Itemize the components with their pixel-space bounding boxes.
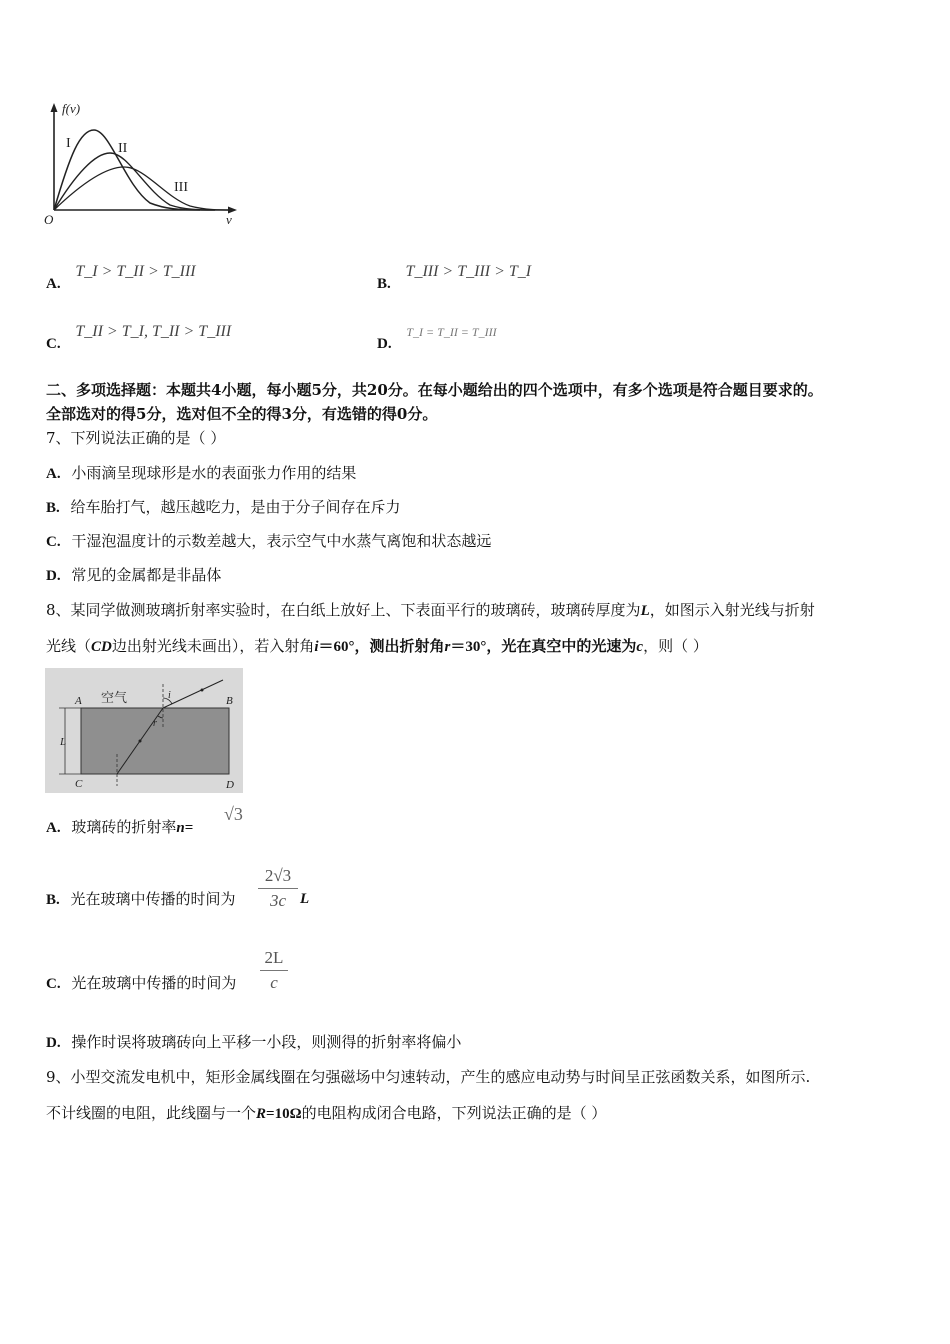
q8-var-r: r: [444, 639, 451, 655]
q7-stem: 7、下列说法正确的是（ ）: [46, 429, 226, 447]
q8-option-a-var: n: [176, 820, 185, 836]
q6-option-a: [46, 262, 196, 292]
q8-stem-line1: [46, 600, 815, 621]
section2-header-line2: 全部选对的得5分，选对但不全的得3分，有选错的得0分。: [46, 405, 438, 423]
q8-option-c: [46, 973, 236, 994]
q6-option-d: [377, 322, 497, 352]
q7-option-c: [46, 531, 491, 552]
q6-option-b: [377, 262, 532, 292]
q6-option-b-expr: T_III > T_III > T_I: [405, 263, 532, 280]
q6-option-d-label: D.: [377, 336, 392, 352]
q6-option-a-label: A.: [46, 276, 61, 292]
glass-slab-figure: [45, 668, 243, 793]
q7-option-b-text: 给车胎打气，越压越吃力，是由于分子间存在斥力: [70, 498, 401, 516]
q8-stem-text: 边出射光线未画出），若入射角: [111, 637, 315, 655]
q8-option-a-text: 玻璃砖的折射率: [71, 818, 177, 836]
q8-stem-text: 8、某同学做测玻璃折射率实验时，在白纸上放好上、下表面平行的玻璃砖，玻璃砖厚度为: [46, 601, 641, 619]
q8-option-b-denominator: 3c: [269, 891, 287, 910]
q8-var-L: L: [640, 603, 650, 619]
q6-option-c-expr: T_II > T_I, T_II > T_III: [75, 323, 232, 340]
section2-header-line1: 二、多项选择题：本题共4小题，每小题5分，共20分。在每小题给出的四个选项中，有多个选项是符合题目要求的。: [46, 381, 823, 399]
y-axis-label: f(v): [62, 101, 81, 116]
q8-eq-i: ＝60°，测出折射角: [318, 639, 445, 655]
q9-stem-line2: [46, 1103, 606, 1124]
q7-option-a: [46, 463, 356, 484]
speed-distribution-figure: [40, 95, 250, 230]
q7-option-d: [46, 565, 221, 586]
air-label: 空气: [101, 690, 128, 705]
refracted-pin: [139, 740, 142, 743]
q8-option-c-text: 光在玻璃中传播的时间为: [71, 974, 237, 992]
thickness-label: L: [60, 736, 67, 748]
angle-i-label: i: [168, 690, 171, 701]
fraction-bar: [260, 970, 288, 971]
q8-option-a-label: A.: [46, 820, 61, 836]
corner-D: D: [226, 779, 234, 791]
corner-B: B: [226, 695, 233, 707]
curve-label-I: I: [66, 136, 71, 151]
angle-r-label: r: [153, 718, 157, 729]
q8-option-c-numerator: 2L: [264, 948, 284, 967]
q8-option-b-var: L: [300, 891, 310, 907]
q7-option-c-text: 干湿泡温度计的示数差越大，表示空气中水蒸气离饱和状态越远: [71, 532, 492, 550]
q7-option-a-label: A.: [46, 466, 61, 482]
q8-option-a-value: √3: [224, 804, 243, 824]
q7-option-a-text: 小雨滴呈现球形是水的表面张力作用的结果: [71, 464, 357, 482]
q8-option-c-fraction: [260, 948, 288, 993]
q8-var-CD: CD: [91, 639, 112, 655]
q8-option-b-label: B.: [46, 892, 60, 908]
q8-option-b-numerator: 2√3: [264, 866, 292, 885]
q8-var-c: c: [636, 639, 644, 655]
q7-option-b: [46, 497, 401, 518]
q6-option-b-label: B.: [377, 276, 391, 292]
q8-stem-line2: [46, 636, 708, 657]
curve-label-III: III: [174, 180, 188, 195]
q7-option-c-label: C.: [46, 534, 61, 550]
q8-option-c-denominator: c: [270, 973, 278, 992]
q7-option-b-label: B.: [46, 500, 60, 516]
origin-label: O: [44, 212, 54, 227]
q8-option-a-eq: =: [184, 820, 194, 836]
q8-stem-text: ，则（ ）: [643, 637, 708, 655]
q8-stem-text: ，如图示入射光线与折射: [649, 601, 815, 619]
q7-option-d-text: 常见的金属都是非晶体: [71, 566, 222, 584]
q8-option-b-fraction: [258, 866, 298, 911]
q9-var-R: R: [256, 1106, 267, 1122]
q8-option-c-label: C.: [46, 976, 61, 992]
q8-option-d: [46, 1032, 461, 1053]
corner-C: C: [75, 778, 83, 790]
q8-option-d-label: D.: [46, 1035, 61, 1051]
q8-eq-r: ＝30°，光在真空中的光速为: [450, 639, 637, 655]
q8-option-b-text: 光在玻璃中传播的时间为: [70, 890, 236, 908]
q8-option-d-text: 操作时误将玻璃砖向上平移一小段，则测得的折射率将偏小: [71, 1033, 462, 1051]
corner-A: A: [75, 695, 82, 707]
q6-option-d-expr: T_I = T_II = T_III: [406, 325, 497, 339]
curve-label-II: II: [118, 141, 128, 156]
x-axis-label: v: [226, 212, 232, 227]
q9-stem-text: 不计线圈的电阻，此线圈与一个: [46, 1104, 257, 1122]
q8-option-b: [46, 889, 236, 910]
q9-stem-line1: 9、小型交流发电机中，矩形金属线圈在匀强磁场中匀速转动，产生的感应电动势与时间呈正弦函数关系，如图所示.: [46, 1068, 811, 1086]
curve-III: [54, 167, 232, 210]
q8-stem-text: 光线（: [46, 637, 92, 655]
q6-option-c-label: C.: [46, 336, 61, 352]
q9-eq-R: =10Ω: [266, 1106, 302, 1122]
fraction-bar: [258, 888, 298, 889]
q8-option-a: [46, 817, 193, 838]
y-axis-arrow: [51, 103, 58, 112]
q6-option-a-expr: T_I > T_II > T_III: [75, 263, 196, 280]
curve-II: [54, 153, 215, 210]
q7-option-d-label: D.: [46, 568, 61, 584]
q6-option-c: [46, 322, 232, 352]
q8-var-i: i: [314, 639, 319, 655]
incident-pin: [201, 689, 204, 692]
q9-stem-text: 的电阻构成闭合电路，下列说法正确的是（ ）: [301, 1104, 607, 1122]
